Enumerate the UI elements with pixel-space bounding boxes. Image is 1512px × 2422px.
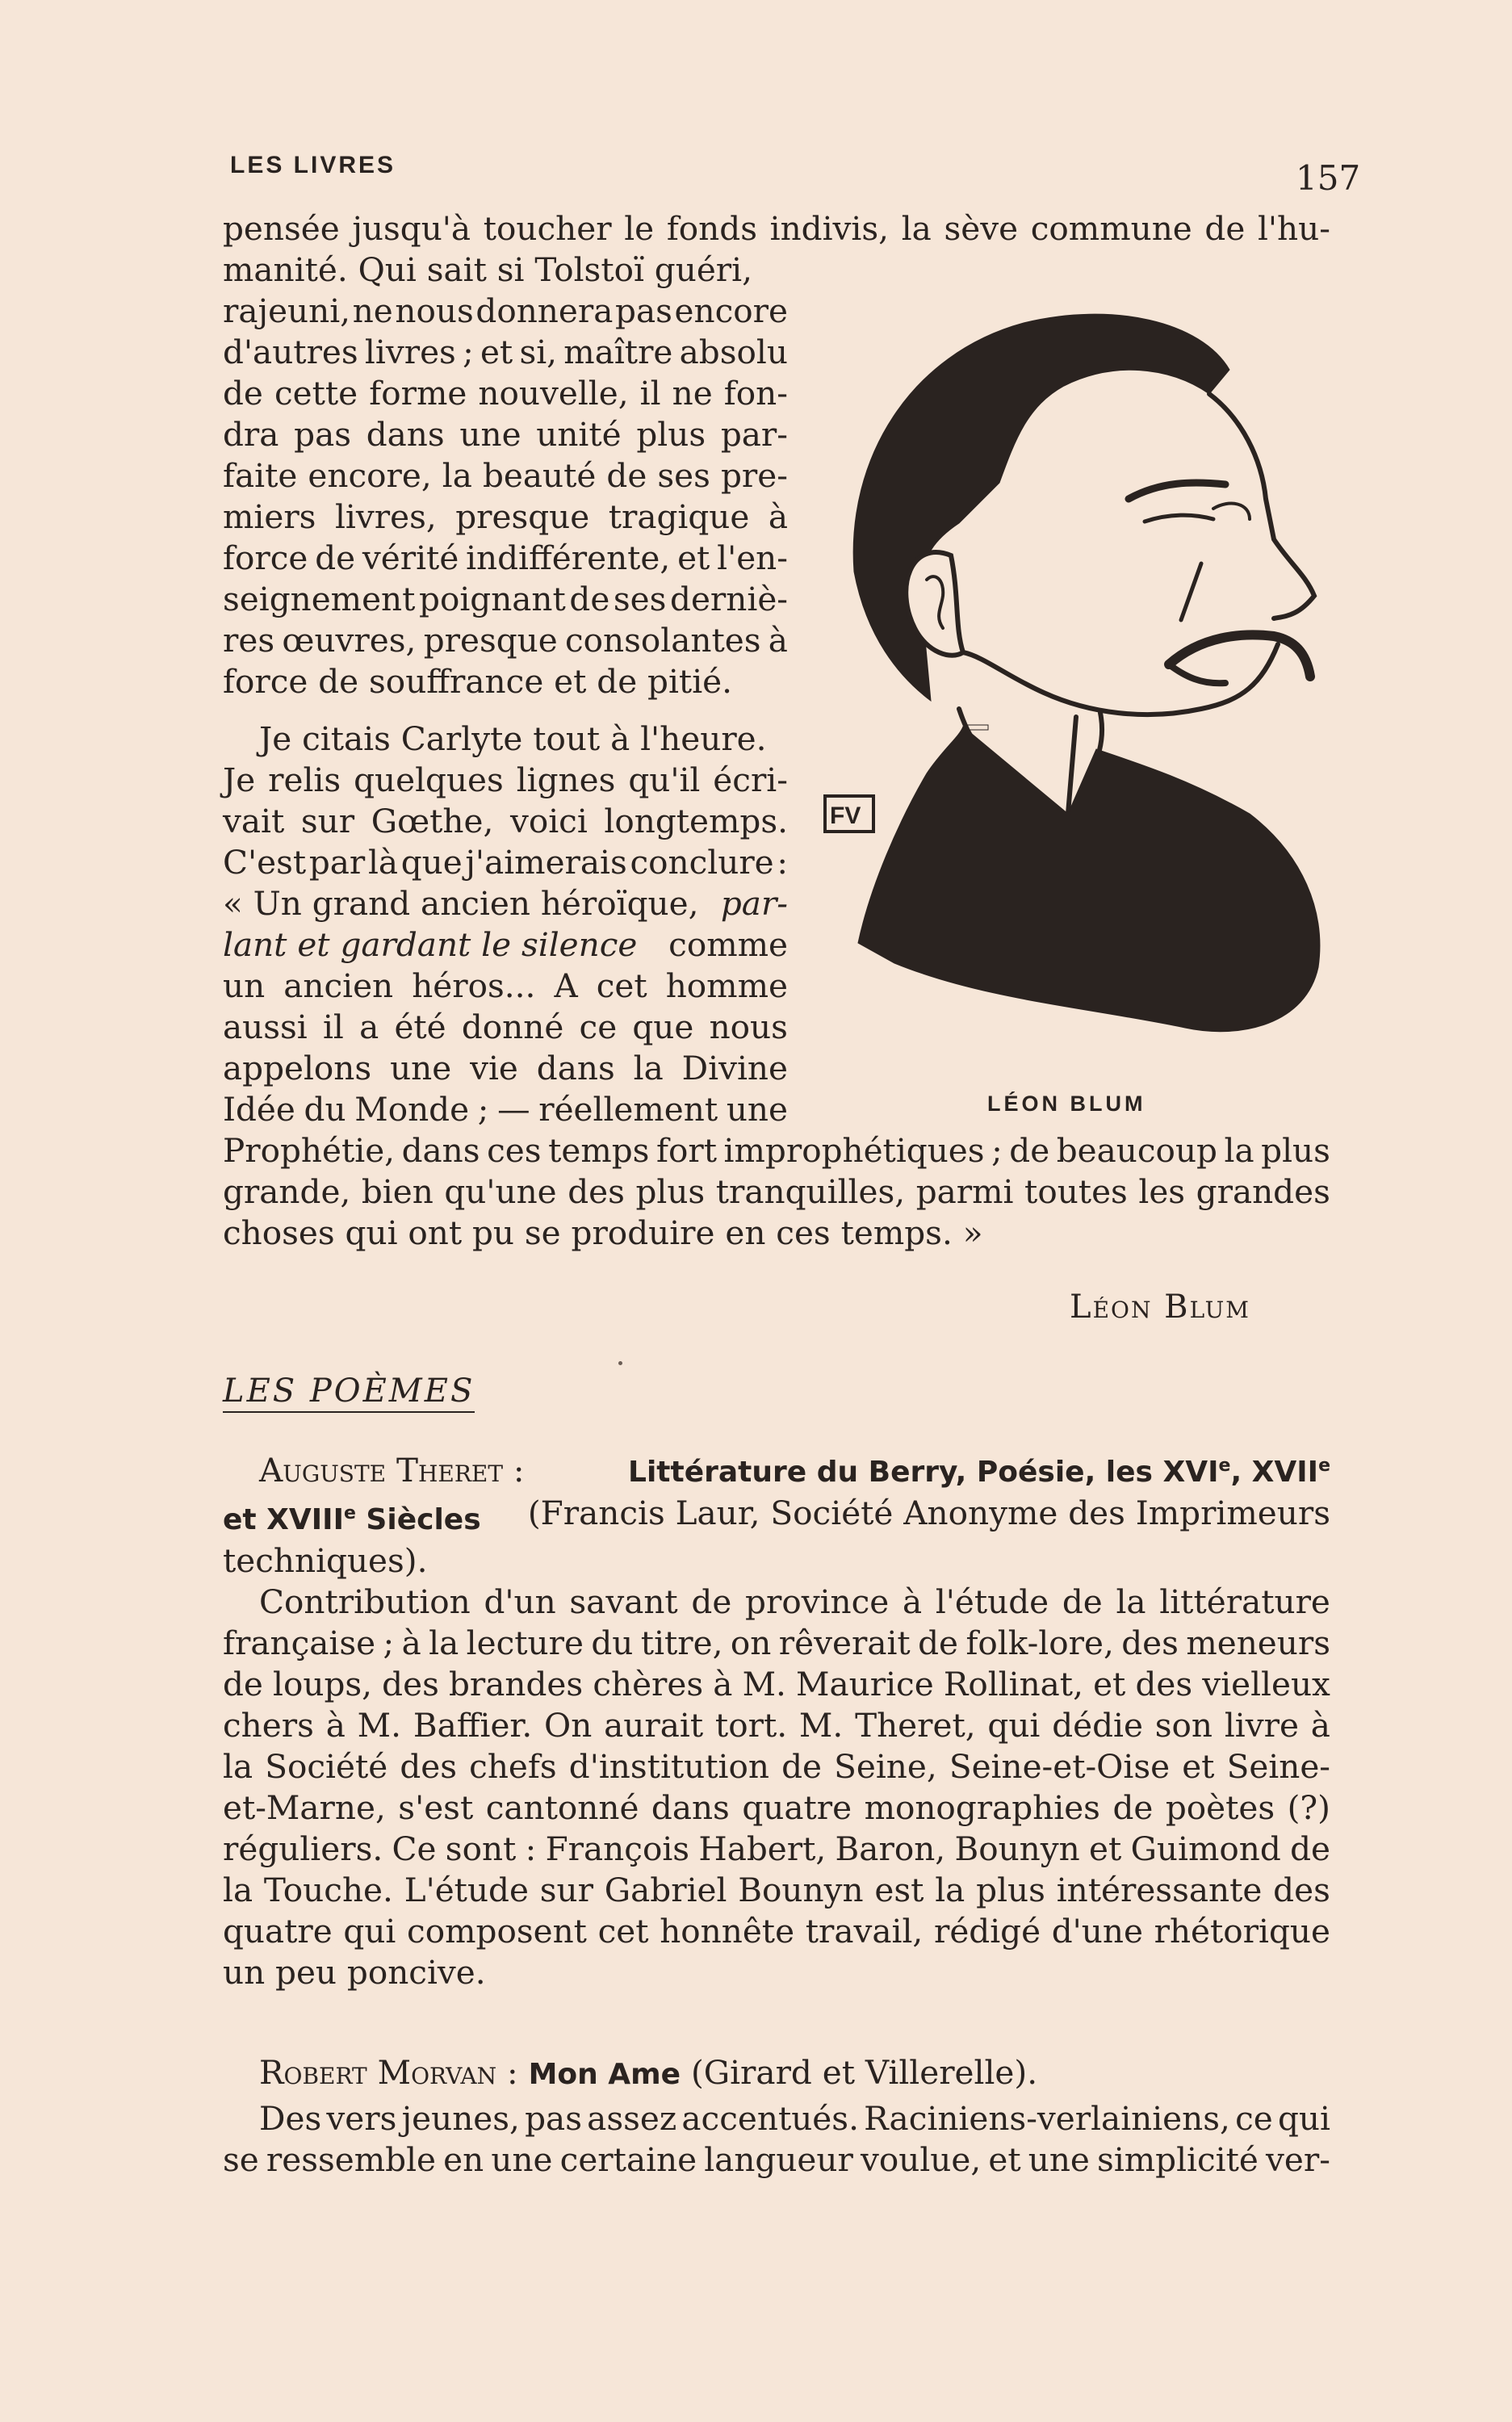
text-line: C'est par là que j'aimerais conclure : — [223, 843, 788, 882]
pince-nez — [1213, 504, 1250, 519]
entry-title: Littérature du Berry, Poésie, les XVIe, XVIIe — [628, 1456, 1330, 1489]
section-title: LES POÈMES — [223, 1372, 475, 1413]
text-line: vait sur Gœthe, voici longtemps. — [223, 802, 788, 840]
text-line: res œuvres, presque consolantes à — [223, 621, 788, 660]
text-line — [223, 883, 788, 924]
review-entry-theret — [223, 1445, 1330, 1993]
text-line: chers à M. Baffier. On aurait tort. M. Theret, qui dédie son livre à — [223, 1706, 1330, 1745]
hair-shape — [853, 314, 1229, 701]
text-line: Des vers jeunes, pas assez accentués. Raciniens-verlainiens, ce qui — [259, 2099, 1330, 2138]
text-line — [223, 924, 788, 966]
jaw-line — [963, 644, 1278, 714]
quote-start: « Un grand ancien héroïque, — [223, 884, 699, 923]
text-line: manité. Qui sait si Tolstoï guéri, — [223, 250, 752, 289]
text-line: force de vérité indifférente, et l'en- — [223, 538, 788, 577]
text-line: de loups, des brandes chères à M. Maurice Rollinat, et des vielleux — [223, 1665, 1330, 1703]
page-number: 157 — [1296, 158, 1361, 198]
eye-line — [1145, 515, 1213, 522]
text-line: rajeuni, ne nous donnera pas encore — [223, 291, 788, 330]
text-line: pensée jusqu'à toucher le fonds indivis, la sève commune de l'hu- — [223, 209, 1330, 248]
text-line: de cette forme nouvelle, il ne fon- — [223, 374, 788, 413]
eyebrow — [1129, 483, 1225, 499]
italic-text: lant et gardant le silence — [223, 925, 638, 964]
entry-title-cont: et XVIIIe Siècles — [223, 1503, 481, 1536]
text-line: quatre qui composent cet honnête travail, rédigé d'une rhétorique — [223, 1912, 1330, 1951]
entry-heading: Robert Morvan : Mon Ame (Girard et Villerelle). — [259, 2053, 1038, 2092]
text-line: force de souffrance et de pitié. — [223, 662, 732, 701]
text-line: la Société des chefs d'institution de Seine, Seine-et-Oise et Seine- — [223, 1747, 1330, 1786]
text-line: et-Marne, s'est cantonné dans quatre monographies de poètes (?) — [223, 1788, 1330, 1827]
mustache-tip — [1169, 664, 1225, 683]
entry-author: Robert Morvan — [259, 2053, 497, 2092]
face-outline — [1209, 394, 1314, 618]
mustache — [1169, 635, 1310, 677]
text-line: miers livres, presque tragique à — [223, 497, 788, 536]
portrait-illustration — [822, 297, 1330, 1048]
text-line: française ; à la lecture du titre, on rêverait de folk-lore, des meneurs — [223, 1624, 1330, 1662]
entry-heading-line — [223, 1493, 1330, 1540]
text-line: Je relis quelques lignes qu'il écri- — [223, 761, 788, 799]
running-head: LES LIVRES — [230, 152, 396, 178]
entry-title: Mon Ame — [528, 2058, 681, 2091]
portrait-caption: LÉON BLUM — [987, 1092, 1146, 1116]
entry-author: Auguste Theret : — [259, 1451, 525, 1490]
entry-publisher: (Francis Laur, Société Anonyme des Imprimeurs — [527, 1494, 1330, 1532]
review-entry-morvan — [223, 2052, 1330, 2181]
text-line: se ressemble en une certaine langueur voulue, et une simplicité ver- — [223, 2140, 1330, 2179]
text-line: Contribution d'un savant de province à l'étude de la littérature — [259, 1582, 1330, 1621]
text-line: faite encore, la beauté de ses pre- — [223, 456, 788, 495]
text-line: un ancien héros... A cet homme — [223, 966, 788, 1005]
monogram-text: FV — [830, 802, 861, 829]
entry-heading — [223, 1445, 1330, 1493]
nose-line — [1181, 564, 1201, 620]
text-line: la Touche. L'étude sur Gabriel Bounyn est la plus intéressante des — [223, 1871, 1330, 1909]
entry-publisher: (Girard et Villerelle). — [681, 2053, 1038, 2092]
text-line: d'autres livres ; et si, maître absolu — [223, 333, 788, 371]
quote-text: comme — [668, 925, 788, 964]
text-line: réguliers. Ce sont : François Habert, Baron, Bounyn et Guimond de — [223, 1829, 1330, 1868]
text-line: un peu poncive. — [223, 1953, 486, 1992]
text-line: Prophétie, dans ces temps fort improphétiques ; de beaucoup la plus — [223, 1131, 1330, 1170]
text-line: dra pas dans une unité plus par- — [223, 415, 788, 454]
text-line: choses qui ont pu se produire en ces temps. » — [223, 1213, 983, 1252]
print-speck — [618, 1361, 622, 1365]
text-line: seignement poignant de ses derniè- — [223, 580, 788, 618]
author-signature: Léon Blum — [1070, 1289, 1250, 1326]
italic-text: par- — [720, 884, 788, 923]
text-line: Je citais Carlyte tout à l'heure. — [259, 719, 767, 758]
text-line: techniques). — [223, 1541, 428, 1580]
text-line: grande, bien qu'une des plus tranquilles, parmi toutes les grandes — [223, 1172, 1330, 1211]
jacket-shape — [858, 727, 1320, 1032]
text-line: aussi il a été donné ce que nous — [223, 1008, 788, 1046]
text-line: appelons une vie dans la Divine — [223, 1049, 788, 1087]
text-line: Idée du Monde ; — réellement une — [223, 1090, 788, 1129]
